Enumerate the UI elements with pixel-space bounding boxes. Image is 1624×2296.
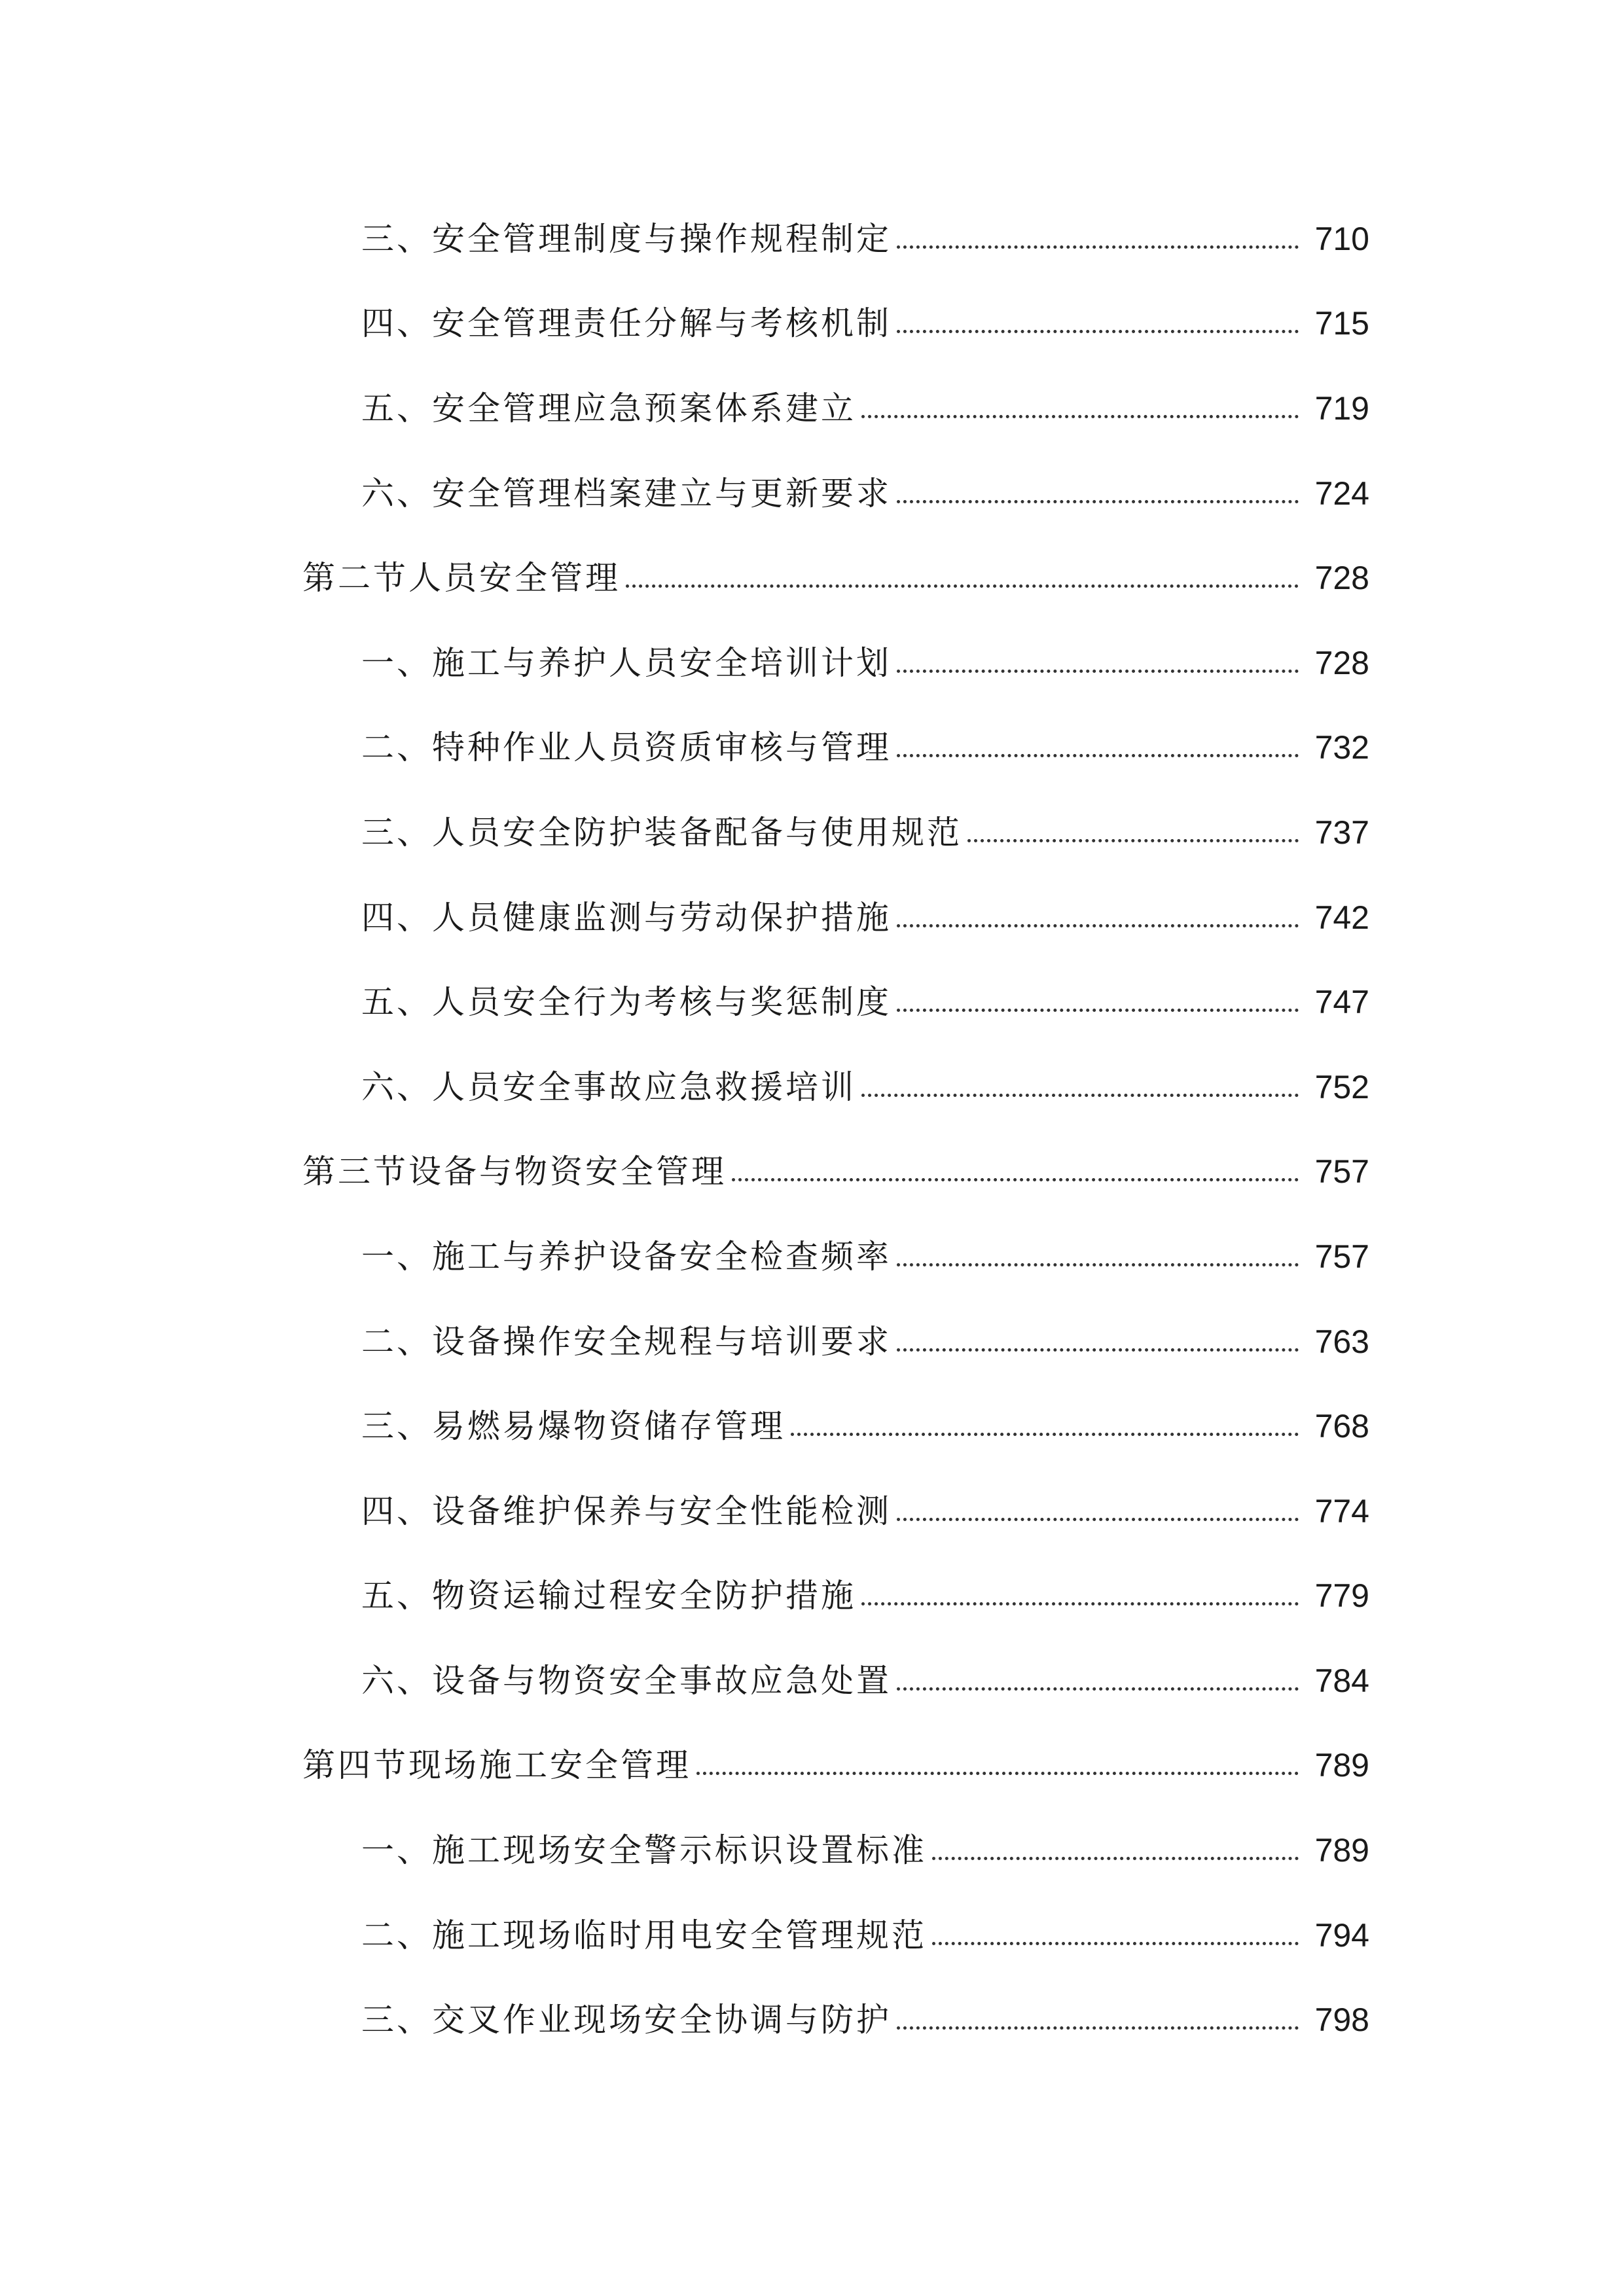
toc-dot-leader bbox=[932, 1834, 1299, 1867]
toc-entry-title: 四、人员健康监测与劳动保护措施 bbox=[361, 898, 892, 937]
toc-entry[interactable] bbox=[0, 281, 1624, 367]
toc-entry-page: 784 bbox=[1314, 1662, 1369, 1699]
toc-entry-title: 四、安全管理责任分解与考核机制 bbox=[361, 304, 892, 343]
toc-entry[interactable] bbox=[0, 1045, 1624, 1130]
toc-dot-leader bbox=[932, 1919, 1299, 1952]
toc-section-entry[interactable] bbox=[0, 535, 1624, 620]
toc-dot-leader bbox=[696, 1749, 1299, 1782]
toc-entry-title: 五、人员安全行为考核与奖惩制度 bbox=[361, 983, 892, 1022]
toc-entry[interactable] bbox=[0, 196, 1624, 281]
toc-entry-page: 728 bbox=[1314, 560, 1369, 597]
toc-entry[interactable] bbox=[0, 1214, 1624, 1299]
toc-section-entry[interactable] bbox=[0, 1130, 1624, 1215]
toc-entry-page: 728 bbox=[1314, 644, 1369, 681]
toc-dot-leader bbox=[791, 1410, 1299, 1443]
toc-dot-leader bbox=[897, 1495, 1299, 1528]
toc-entry-title: 四、设备维护保养与安全性能检测 bbox=[361, 1492, 892, 1530]
toc-entry-title: 三、安全管理制度与操作规程制定 bbox=[361, 219, 892, 258]
toc-entry-title: 六、设备与物资安全事故应急处置 bbox=[361, 1661, 892, 1700]
toc-entry-title: 三、易燃易爆物资储存管理 bbox=[361, 1407, 785, 1446]
toc-entry-page: 774 bbox=[1314, 1492, 1369, 1530]
toc-dot-leader bbox=[897, 2003, 1299, 2036]
toc-entry-title: 三、人员安全防护装备配备与使用规范 bbox=[361, 813, 962, 852]
toc-entry-title: 六、安全管理档案建立与更新要求 bbox=[361, 474, 892, 512]
toc-entry-page: 719 bbox=[1314, 389, 1369, 427]
toc-entry[interactable] bbox=[0, 620, 1624, 706]
toc-dot-leader bbox=[897, 1325, 1299, 1358]
table-of-contents bbox=[0, 196, 1624, 2062]
toc-entry-page: 747 bbox=[1314, 984, 1369, 1021]
toc-dot-leader bbox=[897, 731, 1299, 764]
toc-entry-title: 第二节人员安全管理 bbox=[302, 559, 621, 598]
toc-dot-leader bbox=[897, 1664, 1299, 1697]
toc-entry-page: 798 bbox=[1314, 2001, 1369, 2039]
toc-entry-page: 752 bbox=[1314, 1068, 1369, 1105]
toc-entry[interactable] bbox=[0, 1554, 1624, 1639]
toc-entry-page: 715 bbox=[1314, 305, 1369, 342]
toc-entry[interactable] bbox=[0, 451, 1624, 536]
toc-entry[interactable] bbox=[0, 1469, 1624, 1554]
toc-entry-page: 737 bbox=[1314, 814, 1369, 851]
toc-dot-leader bbox=[626, 562, 1299, 594]
toc-entry-title: 第三节设备与物资安全管理 bbox=[302, 1153, 727, 1191]
toc-entry-page: 768 bbox=[1314, 1408, 1369, 1445]
toc-entry-page: 763 bbox=[1314, 1323, 1369, 1360]
toc-entry[interactable] bbox=[0, 1638, 1624, 1723]
toc-section-entry[interactable] bbox=[0, 1723, 1624, 1808]
toc-entry-page: 757 bbox=[1314, 1153, 1369, 1191]
toc-dot-leader bbox=[897, 901, 1299, 934]
toc-dot-leader bbox=[897, 647, 1299, 679]
toc-entry-title: 一、施工与养护设备安全检查频率 bbox=[361, 1237, 892, 1276]
toc-entry-title: 二、施工现场临时用电安全管理规范 bbox=[361, 1916, 927, 1954]
toc-entry[interactable] bbox=[0, 875, 1624, 960]
toc-dot-leader bbox=[861, 1579, 1299, 1612]
toc-dot-leader bbox=[897, 307, 1299, 340]
toc-entry-title: 六、人员安全事故应急救援培训 bbox=[361, 1067, 856, 1106]
toc-dot-leader bbox=[732, 1155, 1299, 1188]
toc-entry-title: 五、物资运输过程安全防护措施 bbox=[361, 1577, 856, 1615]
toc-entry-title: 三、交叉作业现场安全协调与防护 bbox=[361, 2001, 892, 2039]
toc-entry-page: 794 bbox=[1314, 1916, 1369, 1954]
toc-entry[interactable] bbox=[0, 960, 1624, 1045]
toc-entry[interactable] bbox=[0, 1977, 1624, 2062]
toc-entry-title: 五、安全管理应急预案体系建立 bbox=[361, 389, 856, 427]
toc-dot-leader bbox=[897, 1240, 1299, 1273]
toc-dot-leader bbox=[897, 477, 1299, 510]
toc-entry-title: 一、施工与养护人员安全培训计划 bbox=[361, 643, 892, 682]
toc-entry-title: 一、施工现场安全警示标识设置标准 bbox=[361, 1831, 927, 1870]
toc-dot-leader bbox=[861, 392, 1299, 425]
toc-entry-page: 789 bbox=[1314, 1747, 1369, 1784]
toc-entry[interactable] bbox=[0, 1384, 1624, 1469]
toc-dot-leader bbox=[967, 816, 1299, 849]
toc-entry-page: 710 bbox=[1314, 220, 1369, 257]
toc-entry-title: 第四节现场施工安全管理 bbox=[302, 1746, 691, 1785]
toc-entry[interactable] bbox=[0, 790, 1624, 875]
toc-entry-page: 742 bbox=[1314, 899, 1369, 936]
toc-entry-page: 779 bbox=[1314, 1577, 1369, 1615]
toc-entry[interactable] bbox=[0, 1299, 1624, 1384]
toc-entry[interactable] bbox=[0, 706, 1624, 791]
toc-entry[interactable] bbox=[0, 1893, 1624, 1978]
toc-dot-leader bbox=[861, 1071, 1299, 1103]
toc-entry-page: 757 bbox=[1314, 1238, 1369, 1275]
toc-dot-leader bbox=[897, 986, 1299, 1018]
toc-entry-title: 二、设备操作安全规程与培训要求 bbox=[361, 1322, 892, 1361]
toc-entry[interactable] bbox=[0, 1808, 1624, 1893]
toc-entry-title: 二、特种作业人员资质审核与管理 bbox=[361, 728, 892, 767]
toc-entry-page: 724 bbox=[1314, 475, 1369, 512]
toc-entry-page: 732 bbox=[1314, 729, 1369, 766]
toc-entry-page: 789 bbox=[1314, 1832, 1369, 1869]
toc-entry[interactable] bbox=[0, 366, 1624, 451]
toc-dot-leader bbox=[897, 223, 1299, 255]
